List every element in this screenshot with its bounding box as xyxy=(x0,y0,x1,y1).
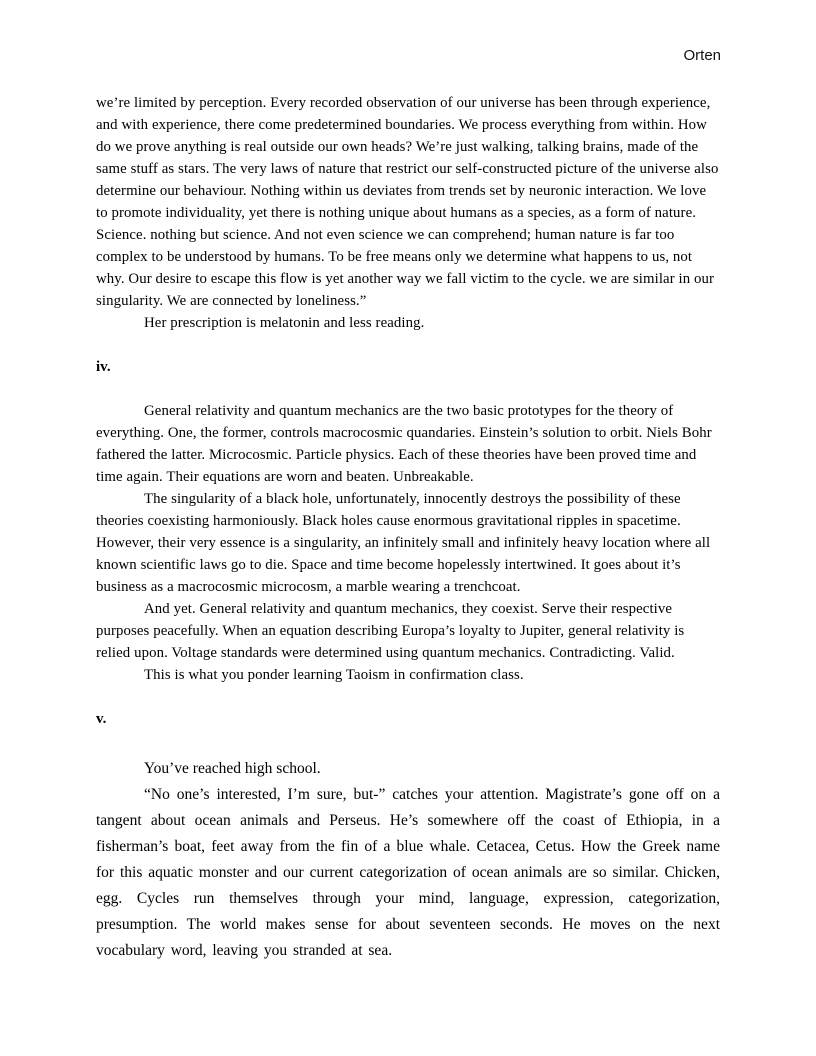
paragraph-v-2: “No one’s interested, I’m sure, but-” catches your attention. Magistrate’s gone off on a tangent about ocean animals and Perseus. He’s somewhere off the coast of Ethiopia, in a fisherman’s boat, feet away from the fin of a blue whale. Cetacea, Cetus. How the Greek name for this aquatic monster and our current categorization of ocean animals are so similar. Chicken, egg. Cycles run themselves through your mind, language, expression, categorization, presumption. The world makes sense for about seventeen seconds. He moves on the next vocabulary word, leaving you stranded at sea. xyxy=(96,786,720,959)
paragraph-iv-2: The singularity of a black hole, unfortunately, innocently destroys the possibility of these theories coexisting harmoniously. Black holes cause enormous gravitational ripples in spacetime. However, their very essence is a singularity, an infinitely small and infinitely heavy location where all known scientific laws go to die. Space and time become hopelessly intertwined. It goes about it’s business as a macrocosmic microcosm, a marble wearing a trenchcoat. xyxy=(96,491,711,595)
heading-section-iv: iv. xyxy=(96,359,111,375)
paragraph-quote-continuation: we’re limited by perception. Every recorded observation of our universe has been through experience, and with experience, there come predetermined boundaries. We process everything from within. How do we prove anything is real outside our own heads? We’re just walking, talking brains, made of the same stuff as stars. The very laws of nature that restrict our self-constructed picture of the universe also determine our behaviour. Nothing within us deviates from trends set by neuronic interaction. We love to promote individuality, yet there is nothing unique about humans as a species, as a form of nature. Science. nothing but science. And not even science we can comprehend; human nature is far too complex to be understood by humans. To be free means only we determine what happens to us, not why. Our desire to escape this flow is yet another way we fall victim to the cycle. we are similar in our singularity. We are connected by loneliness.” xyxy=(96,95,719,309)
section-v-block xyxy=(96,756,720,964)
heading-section-v: v. xyxy=(96,711,107,727)
paragraph-v-1: You’ve reached high school. xyxy=(144,760,321,777)
paragraph-prescription: Her prescription is melatonin and less reading. xyxy=(144,315,425,331)
paragraph-iv-3: And yet. General relativity and quantum mechanics, they coexist. Serve their respective purposes peacefully. When an equation describing Europa’s loyalty to Jupiter, general relativity is relied upon. Voltage standards were determined using quantum mechanics. Contradicting. Valid. xyxy=(96,601,685,661)
document-body xyxy=(96,92,720,964)
paragraph-iv-4: This is what you ponder learning Taoism in confirmation class. xyxy=(144,667,524,683)
paragraph-iv-1: General relativity and quantum mechanics are the two basic prototypes for the theory of everything. One, the former, controls macrocosmic quandaries. Einstein’s solution to orbit. Niels Bohr fathered the latter. Microcosmic. Particle physics. Each of these theories have been proved time and time again. Their equations are worn and beaten. Unbreakable. xyxy=(96,403,712,485)
page-header-author: Orten xyxy=(683,47,721,64)
